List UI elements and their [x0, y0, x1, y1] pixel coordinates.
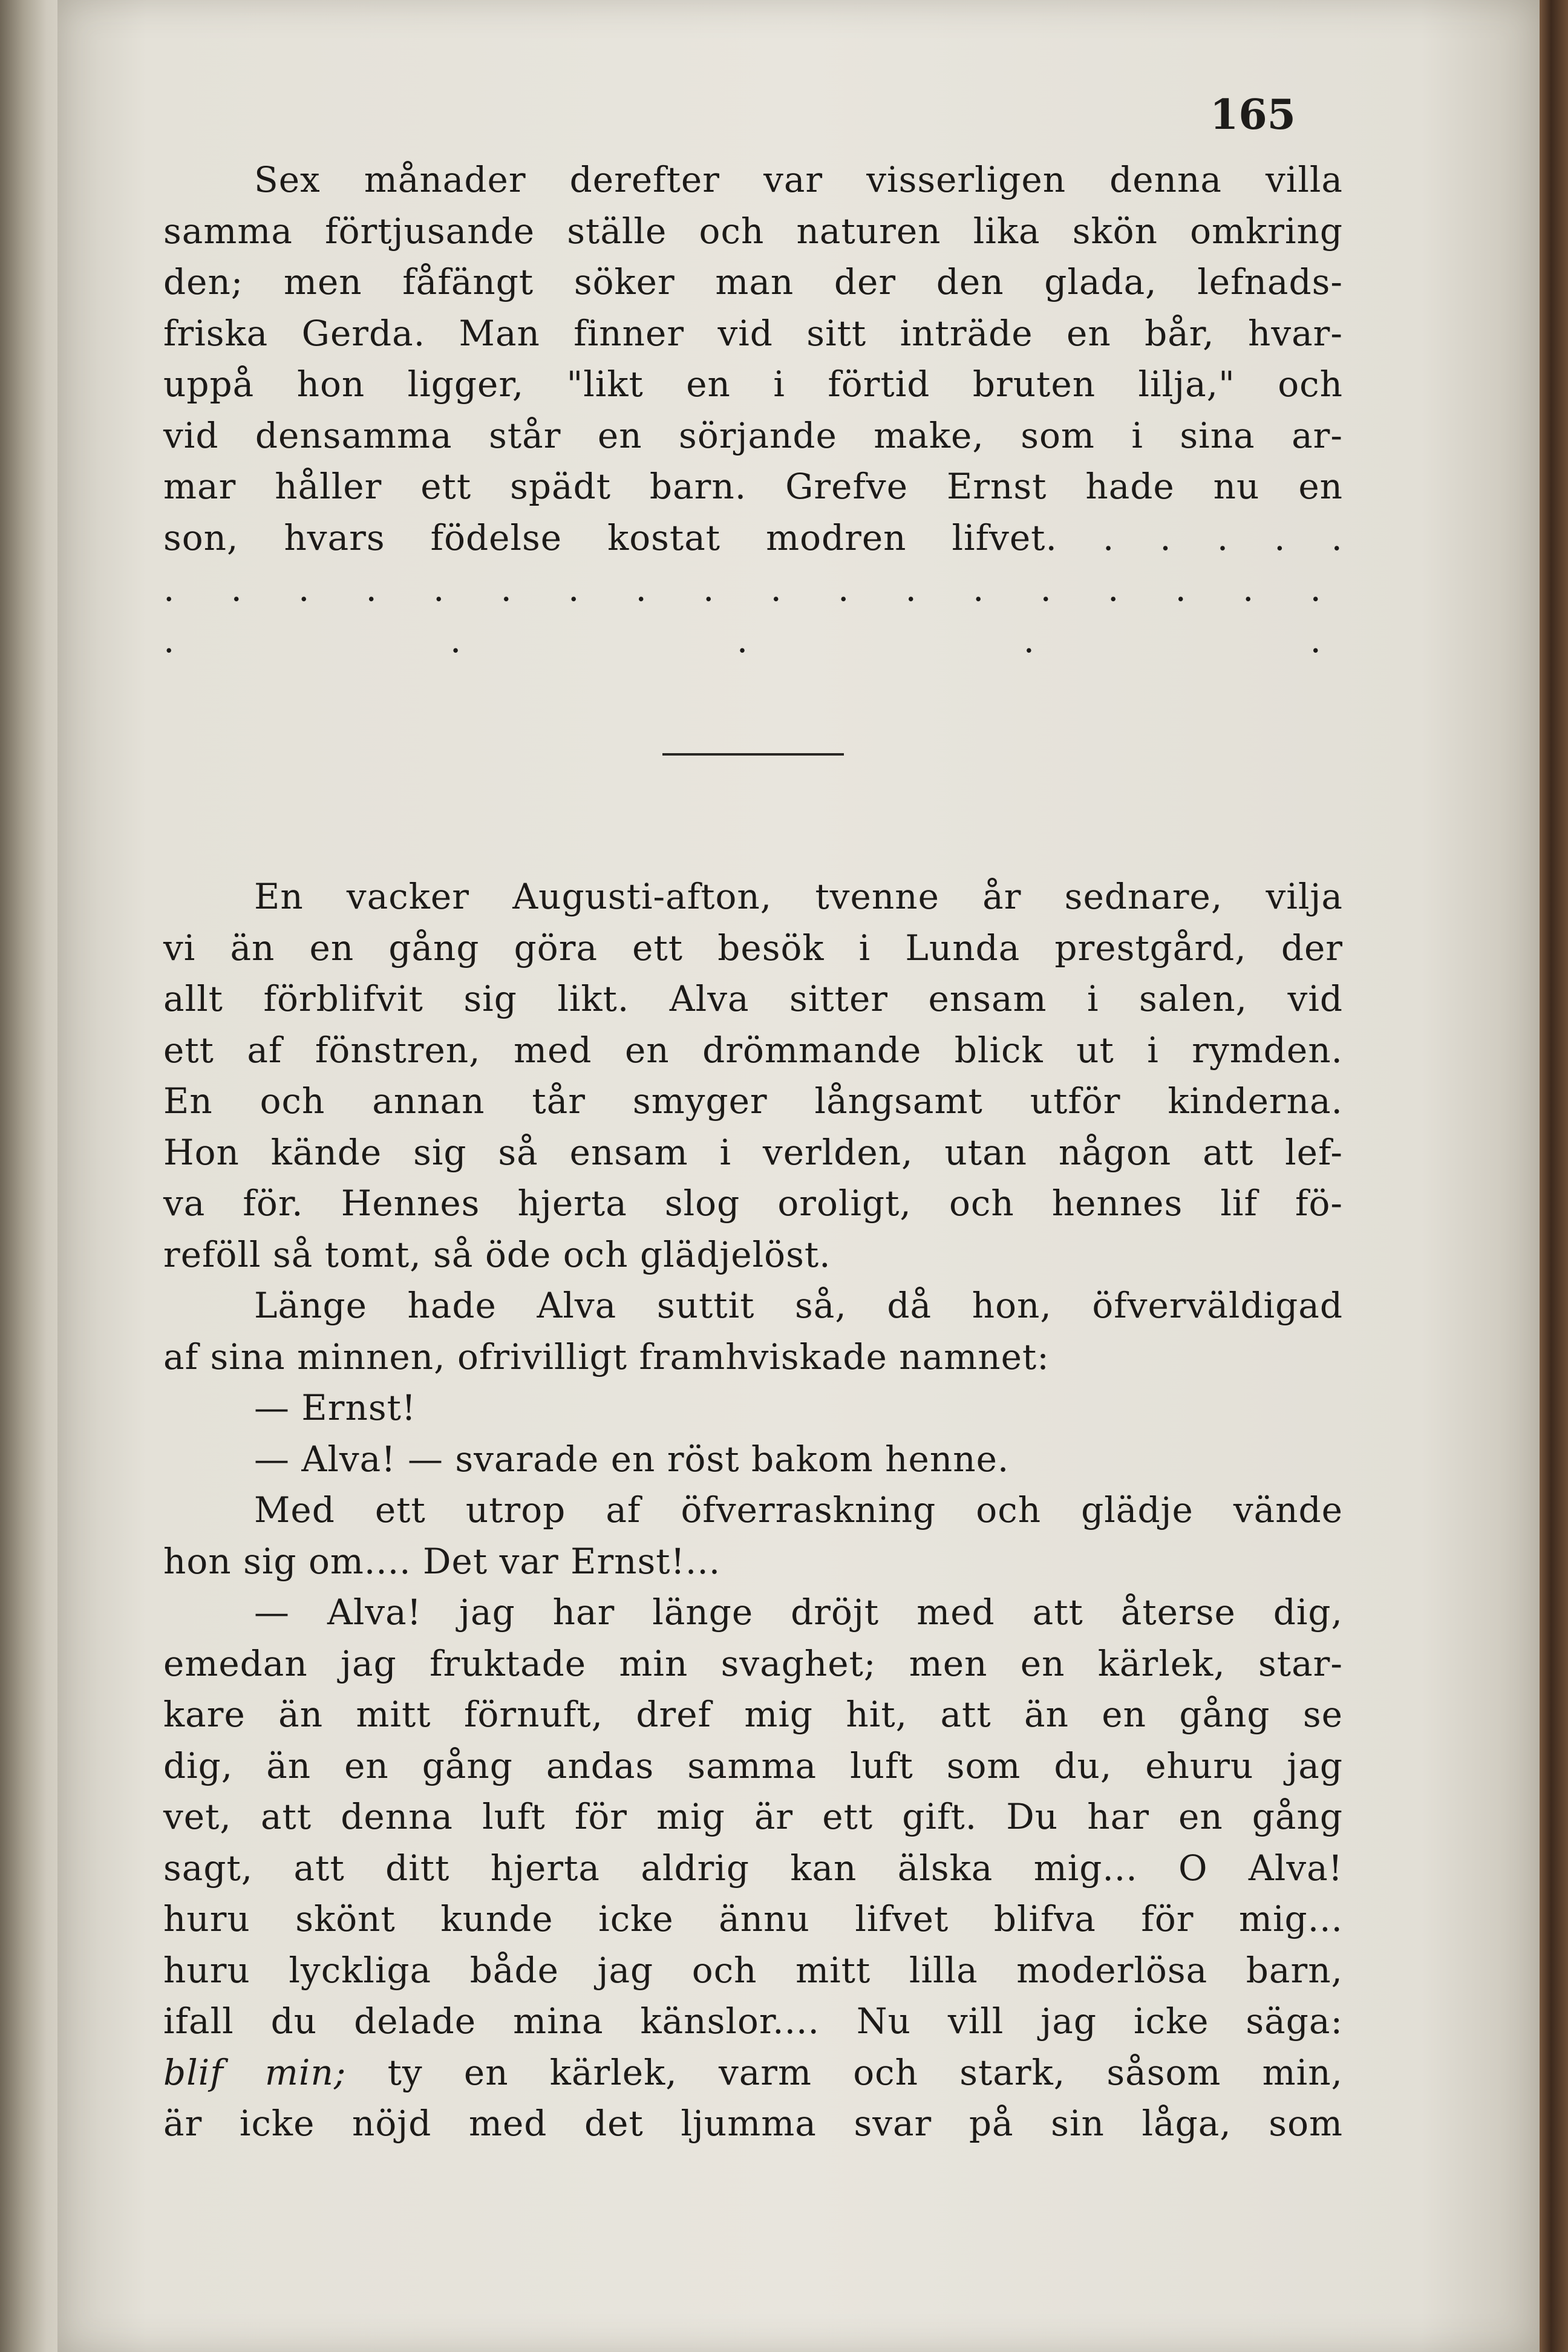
text-line: allt förblifvit sig likt. Alva sitter ensam i salen, vid — [163, 978, 1343, 1019]
text-line: uppå hon ligger, "likt en i förtid bruten lilja," och — [163, 364, 1343, 405]
text-line — [163, 2047, 1343, 2099]
main-text — [163, 871, 1343, 2149]
text-line: reföll så tomt, så öde och glädjelöst. — [163, 1233, 831, 1275]
text-line: vet, att denna luft för mig är ett gift. Du har en gång — [163, 1796, 1343, 1837]
section-divider — [662, 753, 844, 756]
text-line: mar håller ett spädt barn. Grefve Ernst hade nu en — [163, 466, 1343, 507]
page-number: 165 — [1210, 91, 1296, 139]
text-line: Hon kände sig så ensam i verlden, utan någon att lef- — [163, 1131, 1343, 1173]
text-line: är icke nöjd med det ljumma svar på sin låga, som — [163, 2103, 1343, 2144]
italic-phrase: blif min; — [163, 2051, 347, 2093]
text-line: emedan jag fruktade min svaghet; men en kärlek, star- — [163, 1642, 1343, 1684]
text-line: son, hvars födelse kostat modren lifvet. . . . . . — [163, 517, 1343, 558]
text-line: hon sig om.... Det var Ernst!... — [163, 1540, 721, 1582]
previous-page-edge — [0, 0, 67, 2352]
text-fragment: ty en kärlek, varm och stark, såsom min, — [346, 2051, 1343, 2093]
dialogue-line: — Ernst! — [254, 1387, 417, 1428]
text-line: — Alva! jag har länge dröjt med att återse dig, — [254, 1592, 1343, 1633]
dialogue-line: — Alva! — svarade en röst bakom henne. — [254, 1438, 1010, 1480]
text-line: En vacker Augusti-afton, tvenne år sednare, vilja — [254, 876, 1343, 917]
text-line: af sina minnen, ofrivilligt framhviskade namnet: — [163, 1336, 1050, 1377]
text-line: En och annan tår smyger långsamt utför kinderna. — [163, 1080, 1343, 1122]
text-line: huru skönt kunde icke ännu lifvet blifva för mig... — [163, 1898, 1343, 1939]
text-line: ett af fönstren, med en drömmande blick ut i rymden. — [163, 1029, 1343, 1071]
text-line: vid densamma står en sörjande make, som i sina ar- — [163, 414, 1343, 456]
text-line: vi än en gång göra ett besök i Lunda prestgård, der — [163, 927, 1343, 969]
ellipsis-line: . . . . . . . . . . . . . . . . . . . . . . . — [163, 568, 1343, 661]
text-line: samma förtjusande ställe och naturen lika skön omkring — [163, 210, 1343, 252]
text-line: dig, än en gång andas samma luft som du, ehuru jag — [163, 1745, 1343, 1786]
book-page — [57, 0, 1540, 2352]
paragraph-1 — [163, 154, 1343, 661]
text-line: Sex månader derefter var visserligen denna villa — [254, 159, 1343, 200]
text-line: den; men fåfängt söker man der den glada, lefnads- — [163, 261, 1343, 302]
text-line: va för. Hennes hjerta slog oroligt, och hennes lif fö- — [163, 1183, 1343, 1224]
text-line: sagt, att ditt hjerta aldrig kan älska mig... O Alva! — [163, 1847, 1343, 1889]
text-line: Med ett utrop af öfverraskning och glädje vände — [254, 1489, 1343, 1530]
text-line: huru lyckliga både jag och mitt lilla moderlösa barn, — [163, 1949, 1343, 1991]
text-line: Länge hade Alva suttit så, då hon, öfverväldigad — [254, 1285, 1343, 1326]
text-line: kare än mitt förnuft, dref mig hit, att än en gång se — [163, 1694, 1343, 1735]
text-line: friska Gerda. Man finner vid sitt inträde en bår, hvar- — [163, 312, 1343, 354]
text-line: ifall du delade mina känslor.... Nu vill jag icke säga: — [163, 2001, 1343, 2042]
